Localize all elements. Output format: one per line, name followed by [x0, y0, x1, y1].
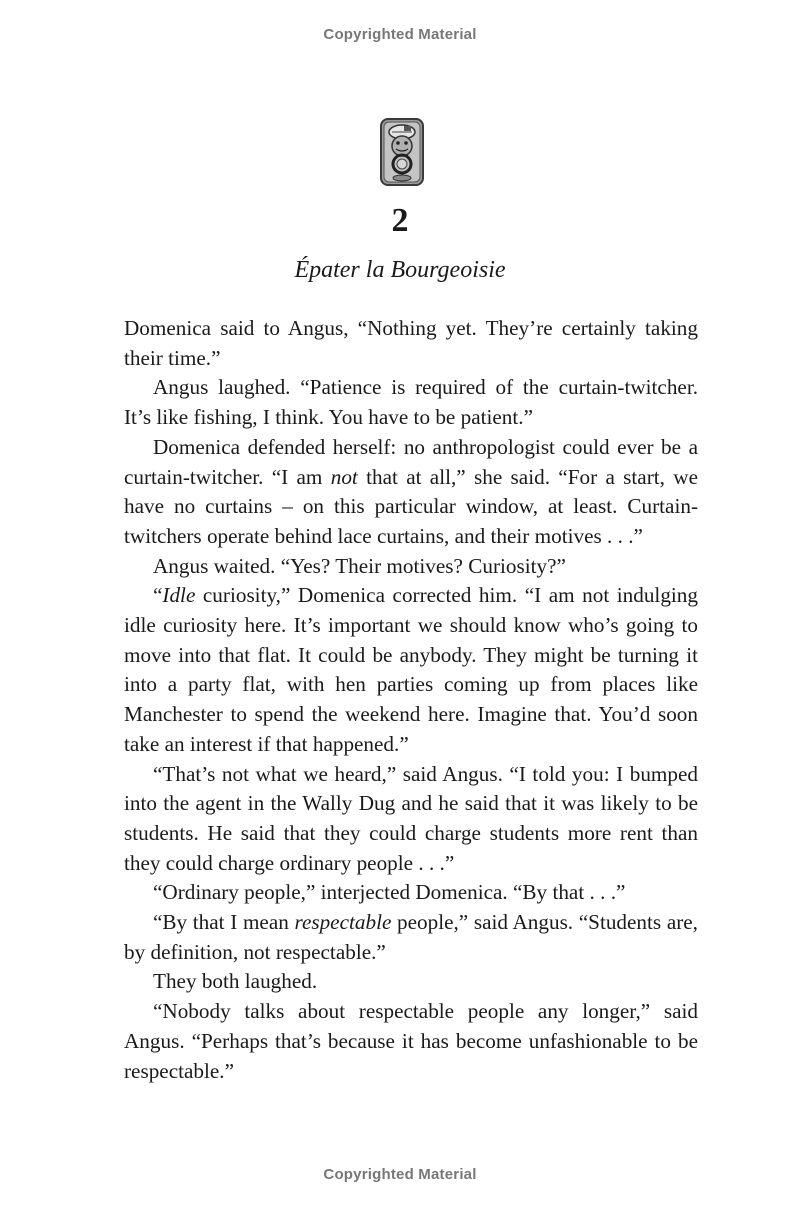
paragraph: “Nobody talks about respectable people any longer,” said Angus. “Perhaps that’s because it has become unfashionable to be respectable.”: [124, 999, 698, 1083]
paragraph: They both laughed.: [153, 969, 318, 994]
paragraph: Domenica said to Angus, “Nothing yet. They’re certainly taking their time.”: [124, 316, 698, 370]
paragraph: Domenica defended herself: no anthropologist could ever be a curtain-twitcher. “I am not that at all,” she said. “For a start, we have no curtains – on this particular window, at least. Curtain-twitchers operate behind lace curtains, and their motives . . .”: [124, 434, 698, 548]
paragraph: “Idle curiosity,” Domenica corrected him. “I am not indulging idle curiosity here. It’s important we should know who’s going to move into that flat. It could be anybody. They might be turning it into a party flat, with hen parties coming up from places like Manchester to spend the weekend here. Imagine that. You’d soon take an interest if that happened.”: [124, 583, 698, 756]
chapter-title: Épater la Bourgeoisie: [294, 257, 506, 283]
door-knocker-icon: [380, 118, 424, 186]
paragraph: Angus laughed. “Patience is required of the curtain-twitcher. It’s like fishing, I think. You have to be patient.”: [124, 375, 698, 430]
chapter-number: 2: [391, 202, 409, 239]
paragraph: “That’s not what we heard,” said Angus. “I told you: I bumped into the agent in the Wally Dug and he said that it was likely to be students. He said that they could charge students more rent than they could charge ordinary people . . .”: [124, 761, 698, 875]
paragraph: “By that I mean respectable people,” said Angus. “Students are, by definition, not respectable.”: [124, 910, 698, 964]
body-text: [124, 314, 698, 1086]
watermark-bottom: Copyrighted Material: [323, 1166, 477, 1183]
paragraph: Angus waited. “Yes? Their motives? Curiosity?”: [153, 553, 566, 578]
paragraph: “Ordinary people,” interjected Domenica. “By that . . .”: [153, 880, 626, 905]
watermark-top: Copyrighted Material: [323, 26, 477, 43]
